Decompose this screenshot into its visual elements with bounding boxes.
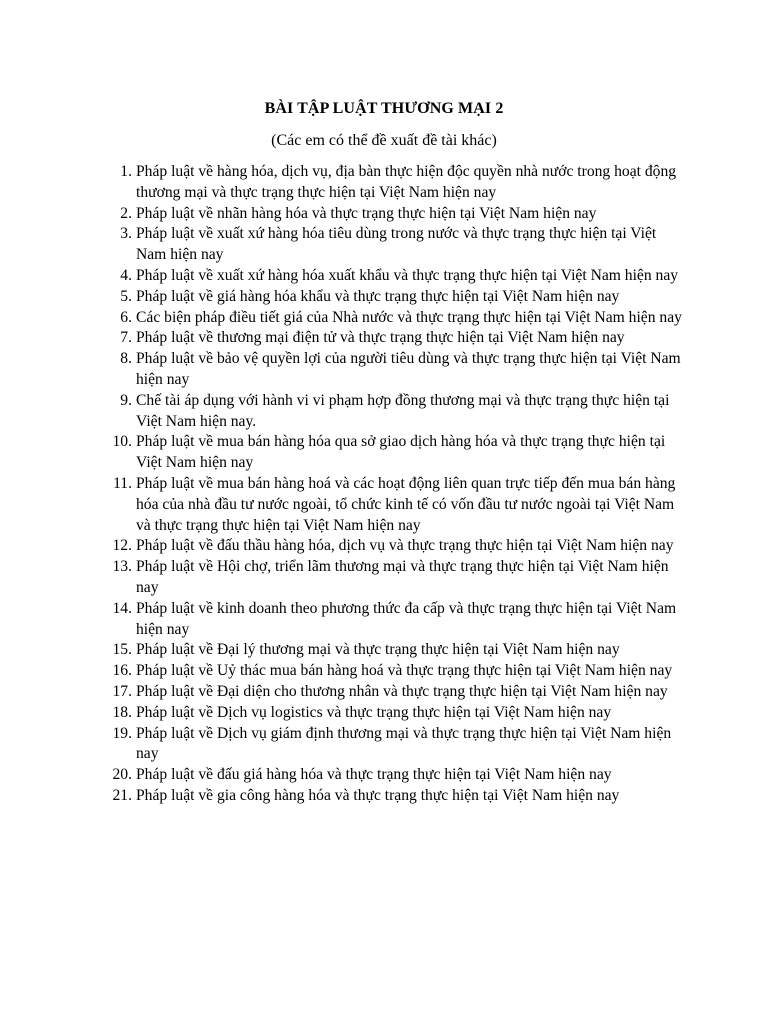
list-item-text: Pháp luật về mua bán hàng hóa qua sở giao dịch hàng hóa và thực trạng thực hiện tại Việt Nam hiện nay	[136, 433, 666, 472]
list-item-text: Pháp luật về bảo vệ quyền lợi của người tiêu dùng và thực trạng thực hiện tại Việt Nam hiện nay	[136, 350, 681, 388]
list-item	[108, 682, 683, 703]
list-item	[108, 308, 683, 329]
list-item-number: 8.	[120, 350, 132, 368]
list-item	[108, 204, 683, 225]
list-item-text: Pháp luật về đấu giá hàng hóa và thực trạng thực hiện tại Việt Nam hiện nay	[136, 766, 612, 784]
list-item-number: 15.	[112, 641, 132, 659]
list-item	[108, 786, 683, 807]
list-item	[108, 640, 683, 661]
list-item	[108, 162, 683, 204]
list-item-text: Pháp luật về Đại lý thương mại và thực trạng thực hiện tại Việt Nam hiện nay	[136, 641, 620, 659]
list-item-text: Pháp luật về gia công hàng hóa và thực trạng thực hiện tại Việt Nam hiện nay	[136, 786, 620, 804]
topic-list	[108, 162, 683, 807]
list-item-number: 4.	[120, 266, 132, 284]
list-item	[108, 661, 683, 682]
list-item-number: 1.	[120, 163, 132, 180]
list-item-number: 2.	[120, 204, 132, 222]
list-item-text: Pháp luật về Hội chợ, triển lãm thương mại và thực trạng thực hiện tại Việt Nam hiện nay	[136, 558, 669, 596]
list-item-text: Pháp luật về kinh doanh theo phương thức đa cấp và thực trạng thực hiện tại Việt Nam hiện nay	[136, 599, 677, 638]
list-item-number: 13.	[112, 558, 132, 576]
list-item-text: Pháp luật về hàng hóa, dịch vụ, địa bàn thực hiện độc quyền nhà nước trong hoạt động thương mại và thực trạng thực hiện tại Việt Nam hiện nay	[136, 163, 677, 201]
list-item-number: 18.	[112, 703, 132, 721]
list-item	[108, 328, 683, 349]
list-item-number: 10.	[112, 433, 132, 451]
list-item-number: 20.	[112, 766, 132, 784]
list-item-number: 3.	[120, 225, 132, 243]
list-item	[108, 599, 683, 641]
list-item	[108, 724, 683, 766]
list-item-text: Pháp luật về xuất xứ hàng hóa xuất khẩu và thực trạng thực hiện tại Việt Nam hiện nay	[136, 266, 679, 284]
list-item-number: 5.	[120, 287, 132, 305]
list-item	[108, 557, 683, 599]
list-item	[108, 391, 683, 433]
list-item-number: 16.	[112, 662, 132, 680]
list-item-number: 7.	[120, 329, 132, 347]
list-item	[108, 474, 683, 536]
list-item	[108, 536, 683, 557]
list-item	[108, 224, 683, 266]
list-item-text: Pháp luật về Dịch vụ logistics và thực trạng thực hiện tại Việt Nam hiện nay	[136, 703, 612, 721]
list-item	[108, 349, 683, 391]
list-item-number: 6.	[120, 308, 132, 326]
list-item-text: Chế tài áp dụng với hành vi vi phạm hợp đồng thương mại và thực trạng thực hiện tại Việt Nam hiện nay.	[136, 391, 670, 430]
list-item-text: Pháp luật về giá hàng hóa khẩu và thực trạng thực hiện tại Việt Nam hiện nay	[136, 287, 620, 305]
list-item	[108, 266, 683, 287]
list-item-number: 9.	[120, 391, 132, 409]
list-item-text: Pháp luật về đấu thầu hàng hóa, dịch vụ và thực trạng thực hiện tại Việt Nam hiện nay	[136, 537, 674, 555]
document-subtitle: (Các em có thể đề xuất đề tài khác)	[271, 132, 497, 149]
list-item	[108, 703, 683, 724]
list-item-text: Pháp luật về mua bán hàng hoá và các hoạt động liên quan trực tiếp đến mua bán hàng hóa của nhà đầu tư nước ngoài, tổ chức kinh tế có vốn đầu tư nước ngoài tại Việt Nam và thực trạng thực hiện tại Việt Nam hiện nay	[136, 474, 676, 534]
list-item-text: Pháp luật về Dịch vụ giám định thương mại và thực trạng thực hiện tại Việt Nam hiện nay	[136, 724, 672, 763]
list-item-text: Các biện pháp điều tiết giá của Nhà nước và thực trạng thực hiện tại Việt Nam hiện nay	[136, 308, 682, 326]
list-item-number: 19.	[112, 724, 132, 742]
document-title: BÀI TẬP LUẬT THƯƠNG MẠI 2	[264, 100, 504, 117]
list-item	[108, 287, 683, 308]
list-item-number: 21.	[112, 786, 132, 804]
list-item-text: Pháp luật về Uỷ thác mua bán hàng hoá và thực trạng thực hiện tại Việt Nam hiện nay	[136, 662, 673, 680]
list-item	[108, 432, 683, 474]
list-item-text: Pháp luật về thương mại điện tử và thực trạng thực hiện tại Việt Nam hiện nay	[136, 329, 625, 347]
list-item-number: 14.	[112, 599, 132, 617]
list-item-text: Pháp luật về nhãn hàng hóa và thực trạng thực hiện tại Việt Nam hiện nay	[136, 204, 597, 222]
list-item-number: 17.	[112, 682, 132, 700]
list-item-number: 11.	[113, 474, 132, 492]
list-item-number: 12.	[112, 537, 132, 555]
list-item-text: Pháp luật về xuất xứ hàng hóa tiêu dùng trong nước và thực trạng thực hiện tại Việt Nam hiện nay	[136, 225, 657, 264]
list-item	[108, 765, 683, 786]
list-item-text: Pháp luật về Đại diện cho thương nhân và thực trạng thực hiện tại Việt Nam hiện nay	[136, 682, 668, 700]
